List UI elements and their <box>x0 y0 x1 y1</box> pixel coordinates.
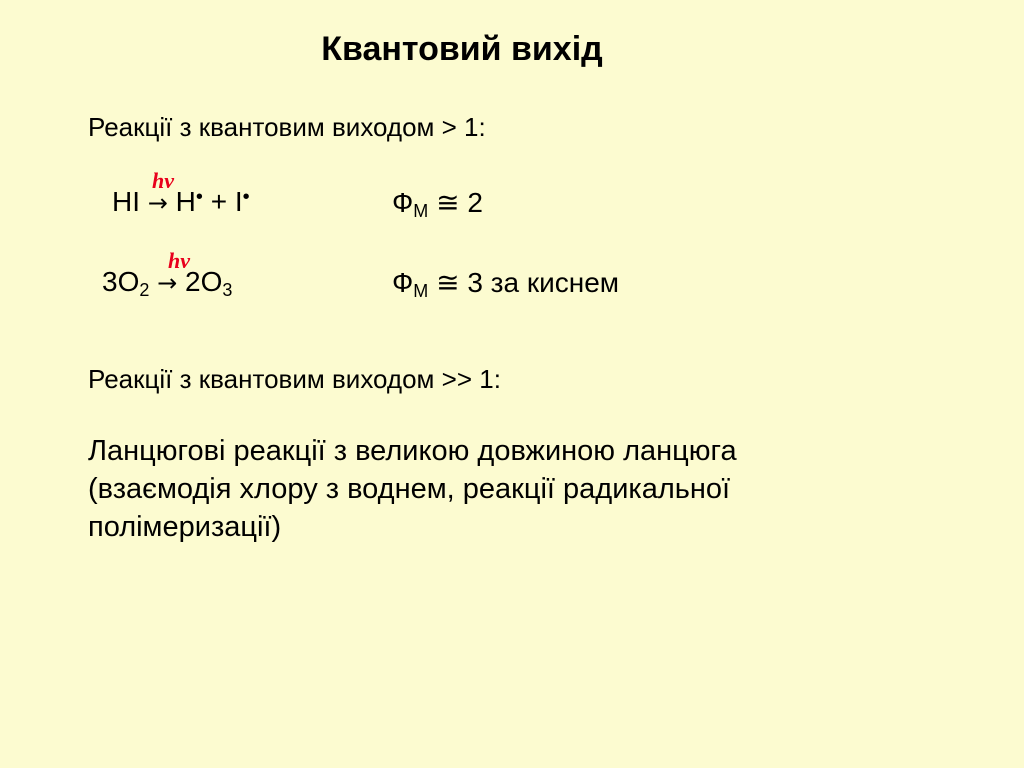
photon-label-hv: hν <box>152 168 174 193</box>
section-label-quantum-yield-much-greater-1: Реакції з квантовим виходом >> 1: <box>88 364 501 394</box>
phi-subscript: M <box>413 201 429 221</box>
approx-symbol: ≅ <box>436 187 460 218</box>
phi-symbol: Ф <box>392 187 414 218</box>
phi-subscript: M <box>413 281 429 301</box>
photon-label-hv: hν <box>168 248 190 273</box>
reaction-equation-hi <box>112 186 250 218</box>
yield-value: 2 <box>467 187 483 218</box>
yield-value: 3 за киснем <box>467 267 620 298</box>
reaction-equation-ozone <box>102 266 232 301</box>
description-line: (взаємодія хлору з воднем, реакції радикальної <box>88 473 731 505</box>
description-line: полімеризації) <box>88 511 282 543</box>
reaction-arrow-icon: → <box>147 189 168 217</box>
reactant-o2: $3O_2$ <box>102 266 150 300</box>
description-line: Ланцюгові реакції з великою довжиною ланцюга <box>88 435 737 467</box>
chain-reactions-description <box>88 432 737 546</box>
product-h: H <box>175 186 196 217</box>
radical-dot-icon: • <box>242 186 250 208</box>
quantum-yield-value-hi <box>392 186 483 222</box>
reactant-hi: HI <box>112 186 140 217</box>
slide-title: Квантовий вихід <box>321 30 603 68</box>
phi-symbol: Ф <box>392 267 414 298</box>
product-i: I <box>234 186 243 217</box>
section-label-quantum-yield-greater-1: Реакції з квантовим виходом > 1: <box>88 112 486 142</box>
plus-sign: + <box>210 186 228 217</box>
radical-dot-icon: • <box>195 186 203 208</box>
approx-symbol: ≅ <box>436 267 460 298</box>
product-o3: $2O_3$ <box>185 266 233 300</box>
reaction-arrow-icon: → <box>157 269 178 297</box>
quantum-yield-value-ozone <box>392 266 619 302</box>
